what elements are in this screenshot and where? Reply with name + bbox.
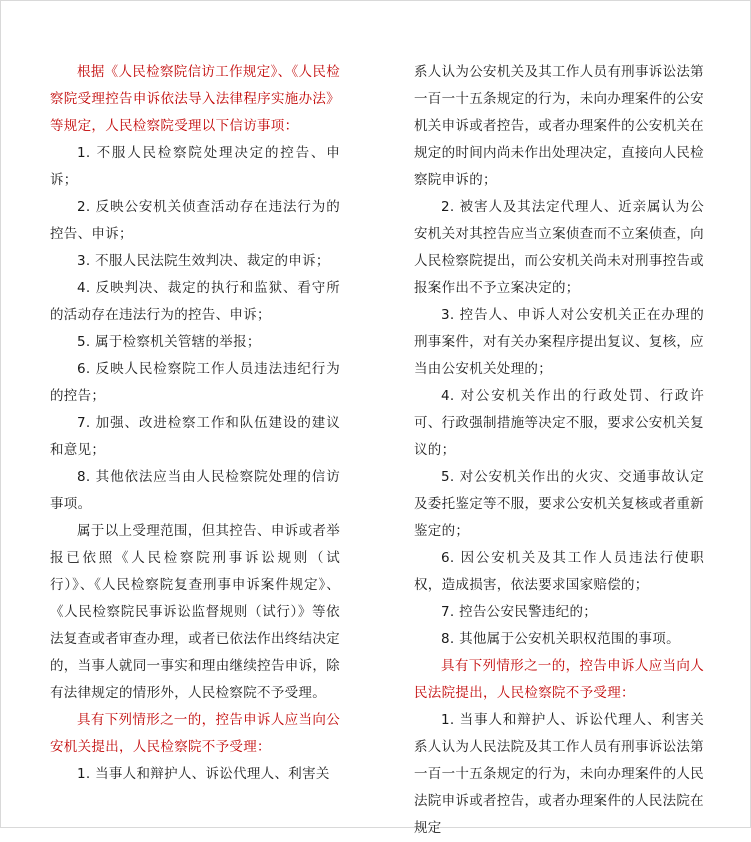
list-item: 5. 属于检察机关管辖的举报； xyxy=(77,334,261,350)
court-heading: 具有下列情形之一的，控告申诉人应当向人民法院提出，人民检察院不予受理： xyxy=(414,658,704,701)
list-item-continuation: 系人认为公安机关及其工作人员有刑事诉讼法第一百一十五条规定的行为，未向办理案件的公安机关申诉或者控告，或者办理案件的公安机关在规定的时间内尚未作出处理决定，直接向人民检察院申诉的； xyxy=(414,64,704,188)
list-item: 7. 控告公安民警违纪的； xyxy=(441,604,598,620)
list-item: 6. 因公安机关及其工作人员违法行使职权，造成损害，依法要求国家赔偿的； xyxy=(414,550,704,593)
list-item: 6. 反映人民检察院工作人员违法违纪行为的控告； xyxy=(50,361,340,404)
list-item: 8. 其他属于公安机关职权范围的事项。 xyxy=(441,631,680,647)
list-item: 3. 不服人民法院生效判决、裁定的申诉； xyxy=(77,253,330,269)
list-item: 4. 对公安机关作出的行政处罚、行政许可、行政强制措施等决定不服，要求公安机关复议的； xyxy=(414,388,704,458)
list-item: 1. 当事人和辩护人、诉讼代理人、利害关系人认为人民法院及其工作人员有刑事诉讼法第一百一十五条规定的行为，未向办理案件的人民法院申诉或者控告，或者办理案件的人民法院在规定 xyxy=(414,712,704,836)
list-item: 3. 控告人、申诉人对公安机关正在办理的刑事案件，对有关办案程序提出复议、复核，应当由公安机关处理的； xyxy=(414,307,704,377)
list-item: 8. 其他依法应当由人民检察院处理的信访事项。 xyxy=(50,469,340,512)
right-column xyxy=(414,59,704,842)
police-heading: 具有下列情形之一的，控告申诉人应当向公安机关提出，人民检察院不予受理： xyxy=(50,712,340,755)
list-item: 5. 对公安机关作出的火灾、交通事故认定及委托鉴定等不服，要求公安机关复核或者重新鉴定的； xyxy=(414,469,704,539)
left-column xyxy=(50,59,340,788)
list-item: 2. 反映公安机关侦查活动存在违法行为的控告、申诉； xyxy=(50,199,340,242)
body-paragraph: 属于以上受理范围，但其控告、申诉或者举报已依照《人民检察院刑事诉讼规则（试行）》、《人民检察院复查刑事申诉案件规定》、《人民检察院民事诉讼监督规则（试行）》等依法复查或者审查办理，或者已依法作出终结决定的，当事人就同一事实和理由继续控告申诉，除有法律规定的情形外，人民检察院不予受理。 xyxy=(50,523,340,701)
list-item: 2. 被害人及其法定代理人、近亲属认为公安机关对其控告应当立案侦查而不立案侦查，向人民检察院提出，而公安机关尚未对刑事控告或报案作出不予立案决定的； xyxy=(414,199,704,296)
list-item: 7. 加强、改进检察工作和队伍建设的建议和意见； xyxy=(50,415,340,458)
list-item: 4. 反映判决、裁定的执行和监狱、看守所的活动存在违法行为的控告、申诉； xyxy=(50,280,340,323)
list-item: 1. 当事人和辩护人、诉讼代理人、利害关 xyxy=(77,766,330,782)
intro-heading: 根据《人民检察院信访工作规定》、《人民检察院受理控告申诉依法导入法律程序实施办法》等规定，人民检察院受理以下信访事项： xyxy=(50,64,340,134)
list-item: 1. 不服人民检察院处理决定的控告、申诉； xyxy=(50,145,340,188)
